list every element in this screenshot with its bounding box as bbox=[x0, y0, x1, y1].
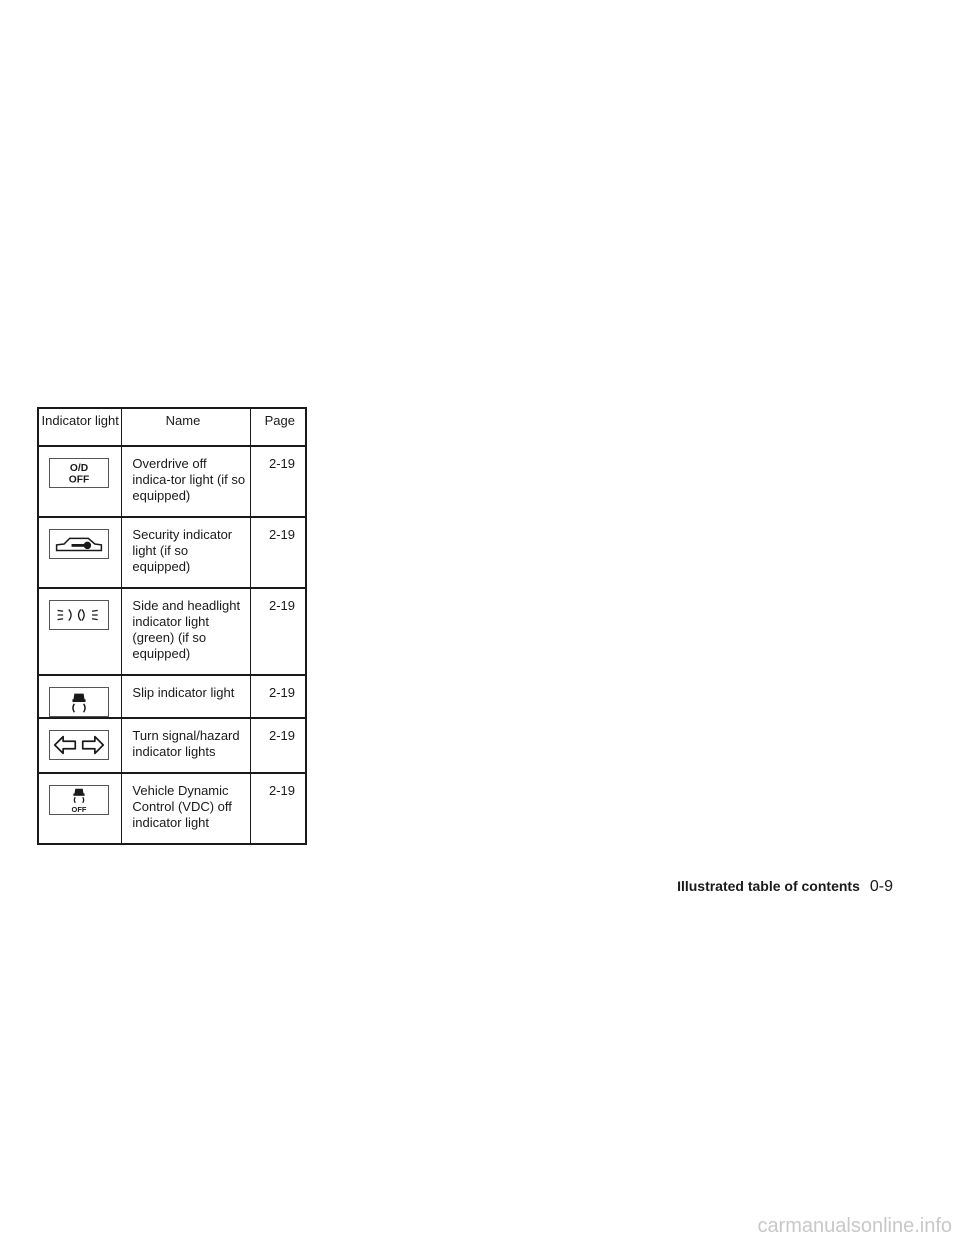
header-name: Name bbox=[122, 408, 250, 446]
slip-icon bbox=[49, 687, 109, 717]
table-header-row bbox=[38, 408, 306, 446]
indicator-cell bbox=[38, 446, 122, 517]
indicator-cell bbox=[38, 718, 122, 773]
page-cell: 2-19 bbox=[250, 588, 306, 675]
table-row bbox=[38, 446, 306, 517]
table-row bbox=[38, 773, 306, 844]
page-cell: 2-19 bbox=[250, 718, 306, 773]
page-cell: 2-19 bbox=[250, 675, 306, 718]
page-number: 0-9 bbox=[869, 878, 893, 895]
watermark: carmanualsonline.info bbox=[757, 1215, 952, 1237]
header-page: Page bbox=[250, 408, 306, 446]
page-cell: 2-19 bbox=[250, 773, 306, 844]
name-cell: Turn signal/hazard indicator lights bbox=[122, 718, 250, 773]
table-row bbox=[38, 517, 306, 588]
table-row bbox=[38, 718, 306, 773]
turn-signal-arrows-icon bbox=[49, 730, 109, 760]
vdc-off-icon bbox=[49, 785, 109, 815]
name-cell: Vehicle Dynamic Control (VDC) off indicator light bbox=[122, 773, 250, 844]
table-row bbox=[38, 675, 306, 718]
od-off-icon bbox=[49, 458, 109, 488]
indicator-cell bbox=[38, 517, 122, 588]
name-cell: Security indicator light (if so equipped) bbox=[122, 517, 250, 588]
section-title: Illustrated table of contents bbox=[677, 878, 860, 894]
page-cell: 2-19 bbox=[250, 446, 306, 517]
name-cell: Slip indicator light bbox=[122, 675, 250, 718]
name-cell: Overdrive off indica-tor light (if so equipped) bbox=[122, 446, 250, 517]
header-indicator-light: Indicator light bbox=[38, 408, 122, 446]
page-cell: 2-19 bbox=[250, 517, 306, 588]
svg-text:OFF: OFF bbox=[71, 805, 87, 814]
indicator-cell bbox=[38, 675, 122, 718]
page-footer bbox=[677, 878, 893, 896]
side-headlight-icon bbox=[49, 600, 109, 630]
svg-text:OFF: OFF bbox=[68, 474, 90, 486]
indicator-cell bbox=[38, 773, 122, 844]
svg-text:O/D: O/D bbox=[69, 463, 89, 475]
name-cell: Side and headlight indicator light (green) (if so equipped) bbox=[122, 588, 250, 675]
indicator-table bbox=[37, 407, 307, 845]
indicator-cell bbox=[38, 588, 122, 675]
table-row bbox=[38, 588, 306, 675]
security-car-key-icon bbox=[49, 529, 109, 559]
